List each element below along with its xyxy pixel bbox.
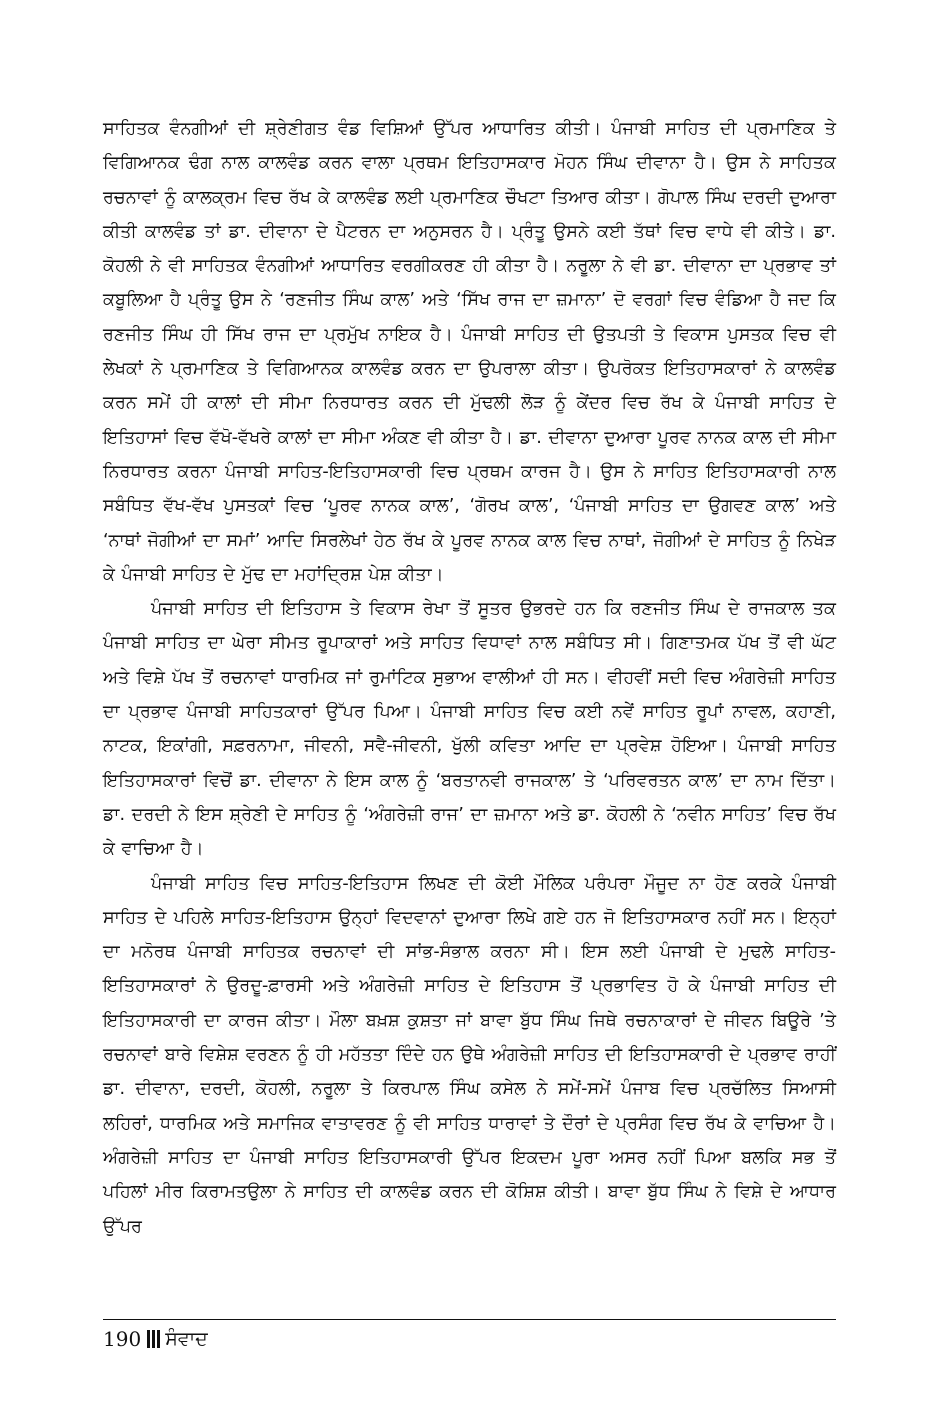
paragraph-3: ਪੰਜਾਬੀ ਸਾਹਿਤ ਵਿਚ ਸਾਹਿਤ-ਇਤਿਹਾਸ ਲਿਖਣ ਦੀ ਕੋਈ ਮੌਲਿਕ ਪਰੰਪਰਾ ਮੌਜੂਦ ਨਾ ਹੋਣ ਕਰਕੇ ਪੰਜਾਬੀ ਸਾਹਿਤ ਦੇ ਪਹਿਲੇ ਸਾਹਿਤ-ਇਤਿਹਾਸ ਉਨ੍ਹਾਂ ਵਿਦਵਾਨਾਂ ਦੁਆਰਾ ਲਿਖੇ ਗਏ ਹਨ ਜੋ ਇਤਿਹਾਸਕਾਰ ਨਹੀਂ ਸਨ। ਇਨ੍ਹਾਂ ਦਾ ਮਨੋਰਥ ਪੰਜਾਬੀ ਸਾਹਿਤਕ ਰਚਨਾਵਾਂ ਦੀ ਸਾਂਭ-ਸੰਭਾਲ ਕਰਨਾ ਸੀ। ਇਸ ਲਈ ਪੰਜਾਬੀ ਦੇ ਮੁਢਲੇ ਸਾਹਿਤ-ਇਤਿਹਾਸਕਾਰਾਂ ਨੇ ਉਰਦੂ-ਫ਼ਾਰਸੀ ਅਤੇ ਅੰਗਰੇਜ਼ੀ ਸਾਹਿਤ ਦੇ ਇਤਿਹਾਸ ਤੋਂ ਪ੍ਰਭਾਵਿਤ ਹੋ ਕੇ ਪੰਜਾਬੀ ਸਾਹਿਤ ਦੀ ਇਤਿਹਾਸਕਾਰੀ ਦਾ ਕਾਰਜ ਕੀਤਾ। ਮੌਲਾ ਬਖ਼ਸ਼ ਕੁਸ਼ਤਾ ਜਾਂ ਬਾਵਾ ਬੁੱਧ ਸਿੰਘ ਜਿਥੇ ਰਚਨਾਕਾਰਾਂ ਦੇ ਜੀਵਨ ਬਿਊਰੇ ’ਤੇ ਰਚਨਾਵਾਂ ਬਾਰੇ ਵਿਸ਼ੇਸ਼ ਵਰਣਨ ਨੂੰ ਹੀ ਮਹੱਤਤਾ ਦਿੰਦੇ ਹਨ ਉਥੇ ਅੰਗਰੇਜ਼ੀ ਸਾਹਿਤ ਦੀ ਇਤਿਹਾਸਕਾਰੀ ਦੇ ਪ੍ਰਭਾਵ ਰਾਹੀਂ ਡਾ. ਦੀਵਾਨਾ, ਦਰਦੀ, ਕੋਹਲੀ, ਨਰੂਲਾ ਤੇ ਕਿਰਪਾਲ ਸਿੰਘ ਕਸੇਲ ਨੇ ਸਮੇਂ-ਸਮੇਂ ਪੰਜਾਬ ਵਿਚ ਪ੍ਰਚੱਲਿਤ ਸਿਆਸੀ ਲਹਿਰਾਂ, ਧਾਰਮਿਕ ਅਤੇ ਸਮਾਜਿਕ ਵਾਤਾਵਰਣ ਨੂੰ ਵੀ ਸਾਹਿਤ ਧਾਰਾਵਾਂ ਤੇ ਦੌਰਾਂ ਦੇ ਪ੍ਰਸੰਗ ਵਿਚ ਰੱਖ ਕੇ ਵਾਚਿਆ ਹੈ। ਅੰਗਰੇਜ਼ੀ ਸਾਹਿਤ ਦਾ ਪੰਜਾਬੀ ਸਾਹਿਤ ਇਤਿਹਾਸਕਾਰੀ ਉੱਪਰ ਇਕਦਮ ਪੂਰਾ ਅਸਰ ਨਹੀਂ ਪਿਆ ਬਲਕਿ ਸਭ ਤੋਂ ਪਹਿਲਾਂ ਮੀਰ ਕਿਰਾਮਤਉਲਾ ਨੇ ਸਾਹਿਤ ਦੀ ਕਾਲਵੰਡ ਕਰਨ ਦੀ ਕੋਸ਼ਿਸ਼ ਕੀਤੀ। ਬਾਵਾ ਬੁੱਧ ਸਿੰਘ ਨੇ ਵਿਸ਼ੇ ਦੇ ਆਧਾਰ ਉੱਪਰ bbox=[103, 873, 836, 1237]
footer-row bbox=[103, 1325, 836, 1353]
paragraph-1: ਸਾਹਿਤਕ ਵੰਨਗੀਆਂ ਦੀ ਸ਼੍ਰੇਣੀਗਤ ਵੰਡ ਵਿਸ਼ਿਆਂ ਉੱਪਰ ਆਧਾਰਿਤ ਕੀਤੀ। ਪੰਜਾਬੀ ਸਾਹਿਤ ਦੀ ਪ੍ਰਮਾਣਿਕ ਤੇ ਵਿਗਿਆਨਕ ਢੰਗ ਨਾਲ ਕਾਲਵੰਡ ਕਰਨ ਵਾਲਾ ਪ੍ਰਥਮ ਇਤਿਹਾਸਕਾਰ ਮੋਹਨ ਸਿੰਘ ਦੀਵਾਨਾ ਹੈ। ਉਸ ਨੇ ਸਾਹਿਤਕ ਰਚਨਾਵਾਂ ਨੂੰ ਕਾਲਕ੍ਰਮ ਵਿਚ ਰੱਖ ਕੇ ਕਾਲਵੰਡ ਲਈ ਪ੍ਰਮਾਣਿਕ ਚੌਖਟਾ ਤਿਆਰ ਕੀਤਾ। ਗੋਪਾਲ ਸਿੰਘ ਦਰਦੀ ਦੁਆਰਾ ਕੀਤੀ ਕਾਲਵੰਡ ਤਾਂ ਡਾ. ਦੀਵਾਨਾ ਦੇ ਪੈਟਰਨ ਦਾ ਅਨੁਸਰਨ ਹੈ। ਪ੍ਰੰਤੂ ਉਸਨੇ ਕਈ ਤੱਥਾਂ ਵਿਚ ਵਾਧੇ ਵੀ ਕੀਤੇ। ਡਾ. ਕੋਹਲੀ ਨੇ ਵੀ ਸਾਹਿਤਕ ਵੰਨਗੀਆਂ ਆਧਾਰਿਤ ਵਰਗੀਕਰਣ ਹੀ ਕੀਤਾ ਹੈ। ਨਰੂਲਾ ਨੇ ਵੀ ਡਾ. ਦੀਵਾਨਾ ਦਾ ਪ੍ਰਭਾਵ ਤਾਂ ਕਬੂਲਿਆ ਹੈ ਪ੍ਰੰਤੂ ਉਸ ਨੇ ‘ਰਣਜੀਤ ਸਿੰਘ ਕਾਲ’ ਅਤੇ ‘ਸਿੱਖ ਰਾਜ ਦਾ ਜ਼ਮਾਨਾ’ ਦੋ ਵਰਗਾਂ ਵਿਚ ਵੰਡਿਆ ਹੈ ਜਦ ਕਿ ਰਣਜੀਤ ਸਿੰਘ ਹੀ ਸਿੱਖ ਰਾਜ ਦਾ ਪ੍ਰਮੁੱਖ ਨਾਇਕ ਹੈ। ਪੰਜਾਬੀ ਸਾਹਿਤ ਦੀ ਉਤਪਤੀ ਤੇ ਵਿਕਾਸ ਪੁਸਤਕ ਵਿਚ ਵੀ ਲੇਖਕਾਂ ਨੇ ਪ੍ਰਮਾਣਿਕ ਤੇ ਵਿਗਿਆਨਕ ਕਾਲਵੰਡ ਕਰਨ ਦਾ ਉਪਰਾਲਾ ਕੀਤਾ। ਉਪਰੋਕਤ ਇਤਿਹਾਸਕਾਰਾਂ ਨੇ ਕਾਲਵੰਡ ਕਰਨ ਸਮੇਂ ਹੀ ਕਾਲਾਂ ਦੀ ਸੀਮਾ ਨਿਰਧਾਰਤ ਕਰਨ ਦੀ ਮੁੱਢਲੀ ਲੋੜ ਨੂੰ ਕੇਂਦਰ ਵਿਚ ਰੱਖ ਕੇ ਪੰਜਾਬੀ ਸਾਹਿਤ ਦੇ ਇਤਿਹਾਸਾਂ ਵਿਚ ਵੱਖੋ-ਵੱਖਰੇ ਕਾਲਾਂ ਦਾ ਸੀਮਾ ਅੰਕਣ ਵੀ ਕੀਤਾ ਹੈ। ਡਾ. ਦੀਵਾਨਾ ਦੁਆਰਾ ਪੂਰਵ ਨਾਨਕ ਕਾਲ ਦੀ ਸੀਮਾ ਨਿਰਧਾਰਤ ਕਰਨਾ ਪੰਜਾਬੀ ਸਾਹਿਤ-ਇਤਿਹਾਸਕਾਰੀ ਵਿਚ ਪ੍ਰਥਮ ਕਾਰਜ ਹੈ। ਉਸ ਨੇ ਸਾਹਿਤ ਇਤਿਹਾਸਕਾਰੀ ਨਾਲ ਸਬੰਧਿਤ ਵੱਖ-ਵੱਖ ਪੁਸਤਕਾਂ ਵਿਚ ‘ਪੂਰਵ ਨਾਨਕ ਕਾਲ’, ‘ਗੋਰਖ ਕਾਲ’, ‘ਪੰਜਾਬੀ ਸਾਹਿਤ ਦਾ ਉਗਵਣ ਕਾਲ’ ਅਤੇ ‘ਨਾਥਾਂ ਜੋਗੀਆਂ ਦਾ ਸਮਾਂ’ ਆਦਿ ਸਿਰਲੇਖਾਂ ਹੇਠ ਰੱਖ ਕੇ ਪੂਰਵ ਨਾਨਕ ਕਾਲ ਵਿਚ ਨਾਥਾਂ, ਜੋਗੀਆਂ ਦੇ ਸਾਹਿਤ ਨੂੰ ਨਿਖੇੜ ਕੇ ਪੰਜਾਬੀ ਸਾਹਿਤ ਦੇ ਮੁੱਢ ਦਾ ਮਹਾਂਦ੍ਰਿਸ਼ ਪੇਸ਼ ਕੀਤਾ। bbox=[103, 119, 837, 585]
page-footer bbox=[103, 1319, 836, 1353]
page-body bbox=[103, 112, 836, 1244]
vertical-bars-icon bbox=[147, 1329, 160, 1349]
page-number: 190 bbox=[103, 1327, 142, 1351]
paragraph-2: ਪੰਜਾਬੀ ਸਾਹਿਤ ਦੀ ਇਤਿਹਾਸ ਤੇ ਵਿਕਾਸ ਰੇਖਾ ਤੋਂ ਸੂਤਰ ਉਭਰਦੇ ਹਨ ਕਿ ਰਣਜੀਤ ਸਿੰਘ ਦੇ ਰਾਜਕਾਲ ਤਕ ਪੰਜਾਬੀ ਸਾਹਿਤ ਦਾ ਘੇਰਾ ਸੀਮਤ ਰੂਪਾਕਾਰਾਂ ਅਤੇ ਸਾਹਿਤ ਵਿਧਾਵਾਂ ਨਾਲ ਸਬੰਧਿਤ ਸੀ। ਗਿਣਾਤਮਕ ਪੱਖ ਤੋਂ ਵੀ ਘੱਟ ਅਤੇ ਵਿਸ਼ੇ ਪੱਖ ਤੋਂ ਰਚਨਾਵਾਂ ਧਾਰਮਿਕ ਜਾਂ ਰੁਮਾਂਟਿਕ ਸੁਭਾਅ ਵਾਲੀਆਂ ਹੀ ਸਨ। ਵੀਹਵੀਂ ਸਦੀ ਵਿਚ ਅੰਗਰੇਜ਼ੀ ਸਾਹਿਤ ਦਾ ਪ੍ਰਭਾਵ ਪੰਜਾਬੀ ਸਾਹਿਤਕਾਰਾਂ ਉੱਪਰ ਪਿਆ। ਪੰਜਾਬੀ ਸਾਹਿਤ ਵਿਚ ਕਈ ਨਵੇਂ ਸਾਹਿਤ ਰੂਪਾਂ ਨਾਵਲ, ਕਹਾਣੀ, ਨਾਟਕ, ਇਕਾਂਗੀ, ਸਫ਼ਰਨਾਮਾ, ਜੀਵਨੀ, ਸਵੈ-ਜੀਵਨੀ, ਖੁੱਲੀ ਕਵਿਤਾ ਆਦਿ ਦਾ ਪ੍ਰਵੇਸ਼ ਹੋਇਆ। ਪੰਜਾਬੀ ਸਾਹਿਤ ਇਤਿਹਾਸਕਾਰਾਂ ਵਿਚੋਂ ਡਾ. ਦੀਵਾਨਾ ਨੇ ਇਸ ਕਾਲ ਨੂੰ ‘ਬਰਤਾਨਵੀ ਰਾਜਕਾਲ’ ਤੇ ‘ਪਰਿਵਰਤਨ ਕਾਲ’ ਦਾ ਨਾਮ ਦਿੱਤਾ। ਡਾ. ਦਰਦੀ ਨੇ ਇਸ ਸ਼੍ਰੇਣੀ ਦੇ ਸਾਹਿਤ ਨੂੰ ‘ਅੰਗਰੇਜ਼ੀ ਰਾਜ’ ਦਾ ਜ਼ਮਾਨਾ ਅਤੇ ਡਾ. ਕੋਹਲੀ ਨੇ ‘ਨਵੀਨ ਸਾਹਿਤ’ ਵਿਚ ਰੱਖ ਕੇ ਵਾਚਿਆ ਹੈ। bbox=[103, 599, 836, 860]
journal-name: ਸੰਵਾਦ bbox=[165, 1328, 208, 1350]
footer-rule bbox=[103, 1319, 836, 1320]
